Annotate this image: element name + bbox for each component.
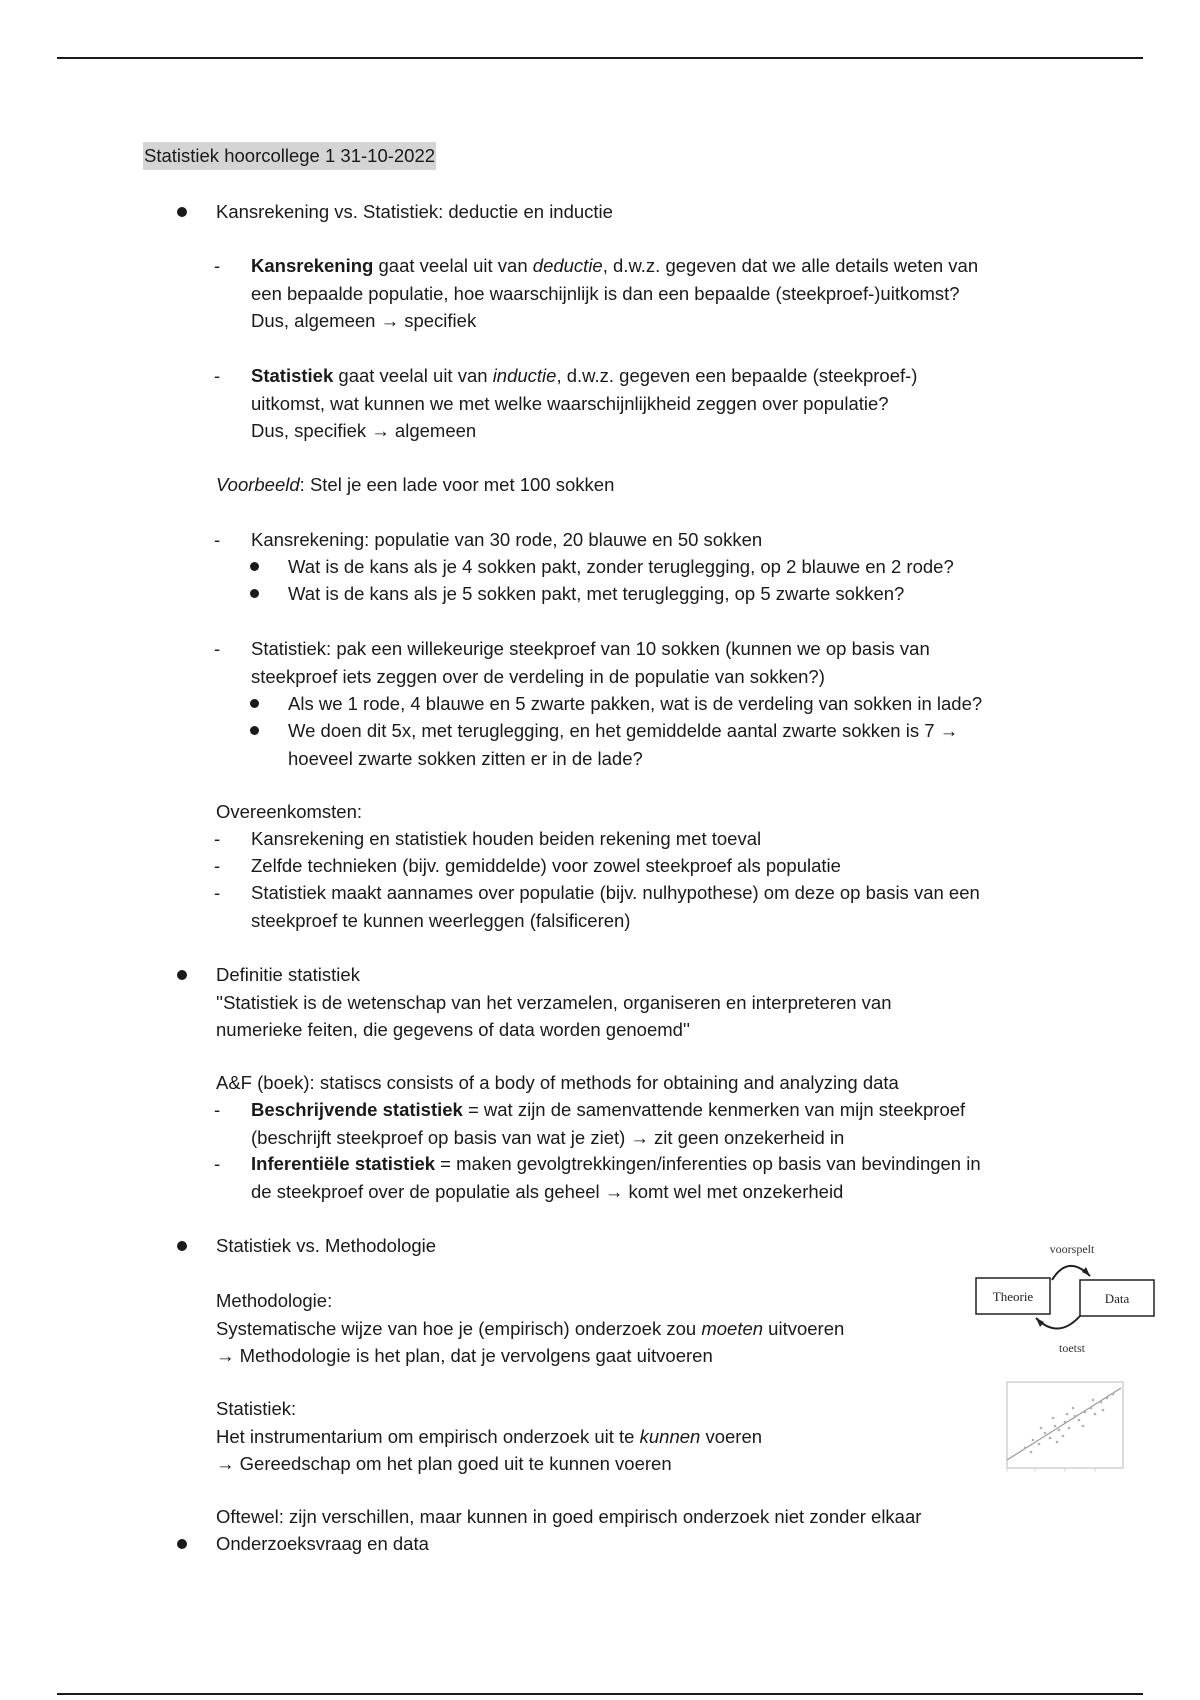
dash-icon: - (214, 255, 221, 276)
axis-ticks (1007, 1468, 1095, 1472)
arrow-head-icon (1082, 1267, 1090, 1276)
text-line: → Gereedschap om het plan goed uit te kunnen voeren (216, 1453, 672, 1474)
arrow-head-icon (1036, 1318, 1044, 1327)
section-heading: Statistiek vs. Methodologie (216, 1235, 437, 1256)
scatter-plot-thumbnail (995, 1378, 1127, 1483)
text-line: Oftewel: zijn verschillen, maar kunnen in goed empirisch onderzoek niet zonder elkaar (216, 1506, 922, 1527)
term-bold: Kansrekening (251, 255, 374, 276)
footer-rule (57, 1693, 1143, 1695)
text-line: Kansrekening en statistiek houden beiden rekening met toeval (251, 828, 762, 849)
label: Overeenkomsten: (216, 801, 363, 822)
text-line: een bepaalde populatie, hoe waarschijnlijk is dan een bepaalde (steekproef-)uitkomst? (251, 282, 960, 304)
bullet-icon (250, 589, 259, 598)
text: = wat zijn de samenvattende kenmerken van mijn steekproef (462, 1099, 966, 1120)
term-italic: deductie (532, 255, 603, 276)
dash-icon: - (214, 1099, 221, 1120)
section-heading: Definitie statistiek (216, 964, 360, 985)
text-line: Dus, algemeen → specifiek (251, 310, 477, 331)
text-line: Statistiek: pak een willekeurige steekproef van 10 sokken (kunnen we op basis van (251, 638, 930, 659)
text-line: Dus, specifiek → algemeen (251, 420, 477, 441)
bullet-icon (177, 1241, 187, 1251)
dash-icon: - (214, 529, 221, 550)
text-line: Wat is de kans als je 5 sokken pakt, met teruglegging, op 5 zwarte sokken? (288, 583, 905, 604)
text-line: → Methodologie is het plan, dat je vervolgens gaat uitvoeren (216, 1345, 713, 1366)
example-text: : Stel je een lade voor met 100 sokken (299, 474, 615, 495)
theorie-label: Theorie (992, 1289, 1034, 1304)
example-label: Voorbeeld (216, 474, 300, 495)
text-line: A&F (boek): statiscs consists of a body of methods for obtaining and analyzing data (216, 1072, 899, 1093)
text-line: (beschrijft steekproef op basis van wat je ziet) → zit geen onzekerheid in (251, 1126, 845, 1148)
bullet-icon (250, 726, 259, 735)
text: Systematische wijze van hoe je (empirisch) onderzoek zou (216, 1317, 702, 1339)
text-line: Zelfde technieken (bijv. gemiddelde) voor zowel steekproef als populatie (251, 855, 841, 876)
term-bold: Statistiek (251, 365, 334, 386)
dash-icon: - (214, 365, 221, 386)
term-italic: kunnen (639, 1425, 701, 1447)
text-line: steekproef iets zeggen over de verdeling in de populatie van sokken?) (251, 665, 825, 687)
term-italic: inductie (492, 365, 557, 386)
text: uitvoeren (763, 1317, 845, 1339)
bullet-icon (177, 970, 187, 980)
quote-line: numerieke feiten, die gegevens of data worden genoemd'' (216, 1019, 690, 1040)
text-line: de steekproef over de populatie als geheel → komt wel met onzekerheid (251, 1180, 844, 1202)
theorie-data-diagram (972, 1240, 1162, 1360)
text-line: Statistiek maakt aannames over populatie (bijv. nulhypothese) om deze op basis van een (251, 882, 980, 903)
document-title: Statistiek hoorcollege 1 31-10-2022 (143, 142, 436, 170)
term-bold: Beschrijvende statistiek (251, 1099, 463, 1120)
bullet-icon (250, 562, 259, 571)
regression-line (1007, 1388, 1121, 1460)
bullet-icon (177, 207, 187, 217)
text-line: Als we 1 rode, 4 blauwe en 5 zwarte pakken, wat is de verdeling van sokken in lade? (288, 693, 983, 714)
dash-icon: - (214, 828, 221, 849)
text: gaat veelal uit van (333, 365, 493, 386)
data-label: Data (1104, 1291, 1130, 1306)
text-line: uitkomst, wat kunnen we met welke waarschijnlijkheid zeggen over populatie? (251, 392, 889, 414)
diagram-top-label: voorspelt (1049, 1242, 1095, 1256)
text-line: hoeveel zwarte sokken zitten er in de lade? (288, 747, 643, 769)
dash-icon: - (214, 882, 221, 903)
text-line: We doen dit 5x, met teruglegging, en het gemiddelde aantal zwarte sokken is 7 → (288, 720, 959, 741)
text: , d.w.z. gegeven dat we alle details weten van (602, 255, 979, 276)
section-heading: Onderzoeksvraag en data (216, 1533, 429, 1554)
dash-icon: - (214, 638, 221, 659)
text-line: steekproef te kunnen weerleggen (falsificeren) (251, 909, 631, 931)
header-rule (57, 57, 1143, 59)
text: gaat veelal uit van (373, 255, 533, 276)
text: = maken gevolgtrekkingen/inferenties op basis van bevindingen in (435, 1153, 981, 1174)
term-italic: moeten (701, 1317, 764, 1339)
term-bold: Inferentiële statistiek (251, 1153, 436, 1174)
text-line: Kansrekening: populatie van 30 rode, 20 blauwe en 50 sokken (251, 529, 763, 550)
diagram-bottom-label: toetst (1059, 1341, 1085, 1355)
text: voeren (700, 1425, 763, 1447)
label: Statistiek: (216, 1398, 297, 1419)
dash-icon: - (214, 1153, 221, 1174)
text-line: Wat is de kans als je 4 sokken pakt, zonder teruglegging, op 2 blauwe en 2 rode? (288, 556, 954, 577)
bullet-icon (250, 699, 259, 708)
bullet-icon (177, 1539, 187, 1549)
text: , d.w.z. gegeven een bepaalde (steekproef-) (556, 365, 918, 386)
quote-line: ''Statistiek is de wetenschap van het verzamelen, organiseren en interpreteren van (216, 991, 892, 1013)
dash-icon: - (214, 855, 221, 876)
text: Het instrumentarium om empirisch onderzoek uit te (216, 1425, 640, 1447)
section-heading: Kansrekening vs. Statistiek: deductie en inductie (216, 201, 613, 222)
label: Methodologie: (216, 1290, 333, 1311)
scatter-points (1024, 1393, 1115, 1454)
plot-frame (1007, 1382, 1123, 1468)
